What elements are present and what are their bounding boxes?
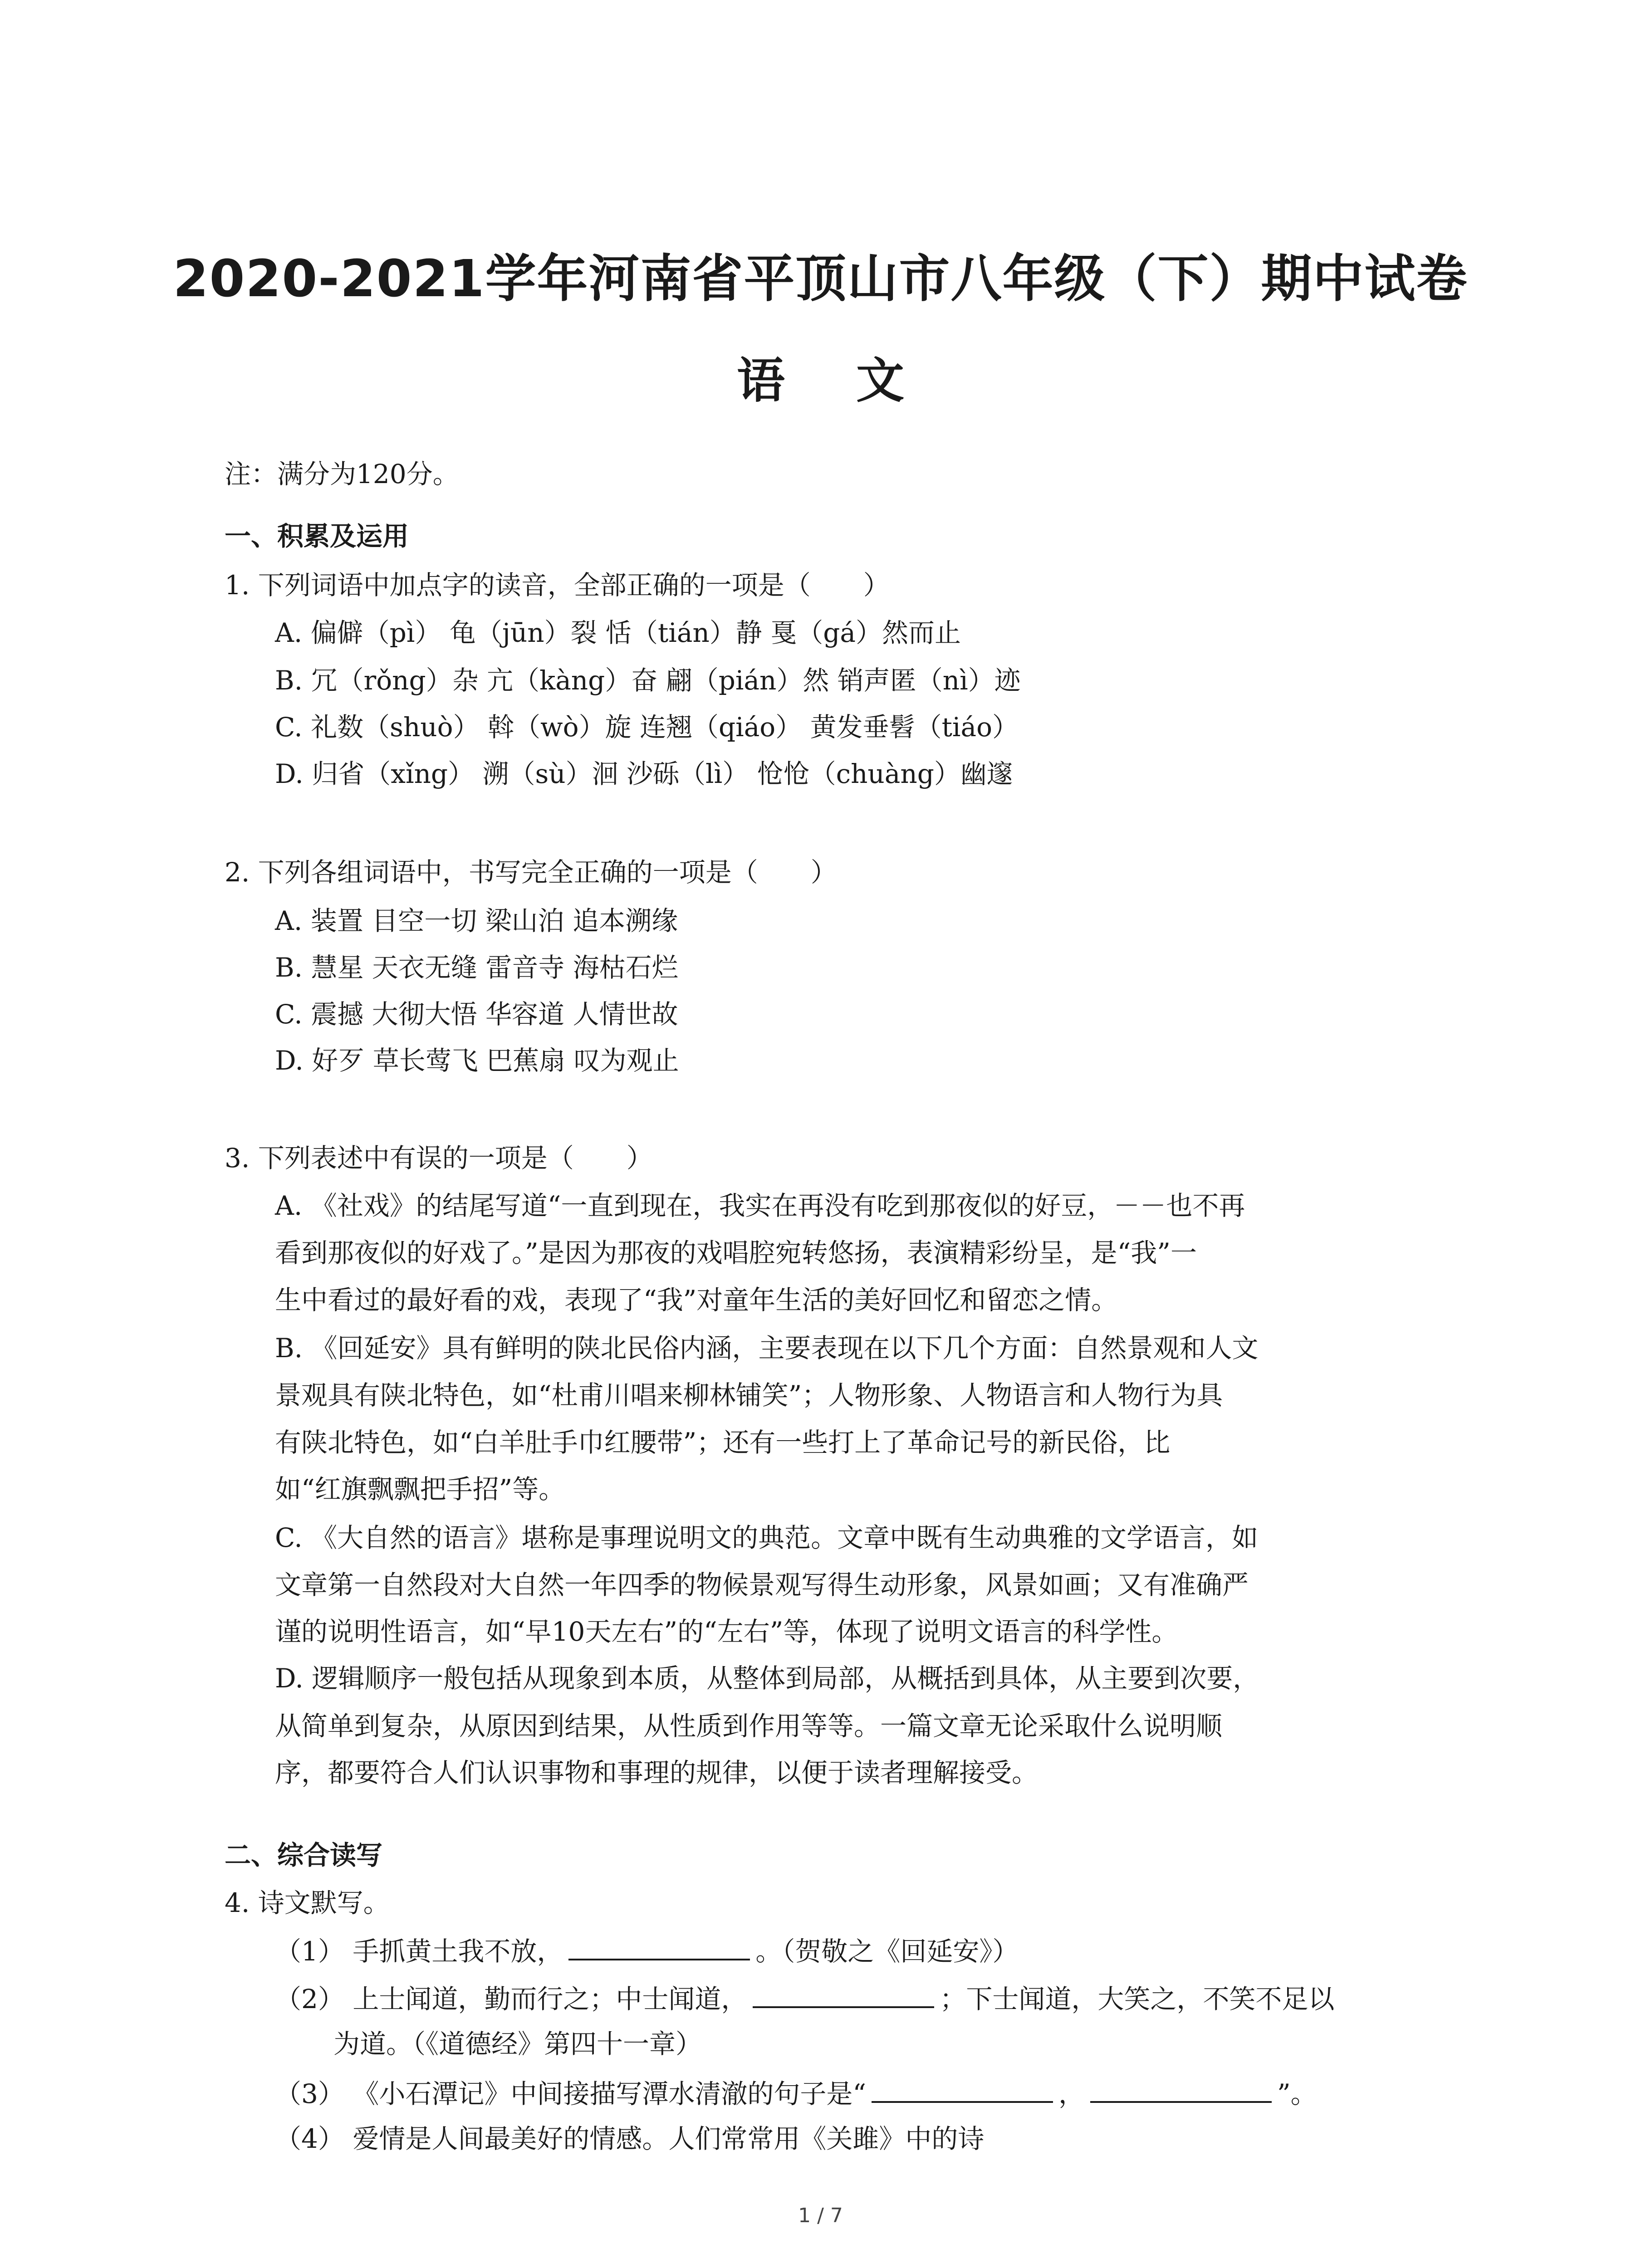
section-title: 一、积累及运用 bbox=[225, 521, 409, 552]
option-d-line: D. 逻辑顺序一般包括从现象到本质，从整体到局部，从概括到具体，从主要到次要， bbox=[275, 1663, 1259, 1694]
option-b-line: 如“红旗飘飘把手招”等。 bbox=[275, 1474, 565, 1505]
question-stem: 2. 下列各组词语中，书写完全正确的一项是（ ） bbox=[225, 857, 837, 888]
question-stem: 1. 下列词语中加点字的读音，全部正确的一项是（ ） bbox=[225, 570, 890, 601]
option-b: B. 慧星 天衣无缝 雷音寺 海枯石烂 bbox=[275, 952, 678, 983]
option-b-line: B. 《回延安》具有鲜明的陕北民俗内涵，主要表现在以下几个方面：自然景观和人文 bbox=[275, 1333, 1259, 1364]
recitation-item-4: （4） 爱情是人间最美好的情感。人们常常用《关雎》中的诗 bbox=[275, 2123, 985, 2154]
option-b-line: 有陕北特色，如“白羊肚手巾红腰带”；还有一些打上了革命记号的新民俗，比 bbox=[275, 1427, 1171, 1458]
question-stem: 3. 下列表述中有误的一项是（ ） bbox=[225, 1143, 653, 1173]
recitation-item-3 bbox=[275, 2074, 1317, 2112]
recitation-text: （2） 上士闻道，勤而行之；中士闻道， bbox=[275, 1984, 748, 2014]
answer-blank[interactable] bbox=[1090, 2074, 1272, 2103]
option-b-line: 景观具有陕北特色，如“杜甫川唱来柳林铺笑”；人物形象、人物语言和人物行为具 bbox=[275, 1380, 1223, 1411]
option-d-line: 序，都要符合人们认识事物和事理的规律，以便于读者理解接受。 bbox=[275, 1757, 1038, 1788]
recitation-text: （1） 手抓黄土我不放， bbox=[275, 1936, 563, 1967]
question-stem: 4. 诗文默写。 bbox=[225, 1887, 390, 1918]
option-b: B. 冗（rǒng）杂 亢（kàng）奋 翩（pián）然 销声匿（nì）迹 bbox=[275, 665, 1021, 696]
option-c-line: C. 《大自然的语言》堪称是事理说明文的典范。文章中既有生动典雅的文学语言，如 bbox=[275, 1522, 1259, 1553]
option-a-line: 看到那夜似的好戏了。”是因为那夜的戏唱腔宛转悠扬，表演精彩纷呈，是“我”一 bbox=[275, 1237, 1197, 1268]
option-a: A. 偏僻（pì） 龟（jūn）裂 恬（tián）静 戛（gá）然而止 bbox=[275, 617, 961, 648]
option-a-line: 生中看过的最好看的戏，表现了“我”对童年生活的美好回忆和留恋之情。 bbox=[275, 1285, 1118, 1315]
option-c: C. 礼数（shuò） 斡（wò）旋 连翘（qiáo） 黄发垂髫（tiáo） bbox=[275, 712, 1019, 743]
page-number: 1 / 7 bbox=[798, 2204, 843, 2227]
answer-blank[interactable] bbox=[753, 1979, 934, 2008]
recitation-text: ， bbox=[1058, 2078, 1085, 2109]
option-a: A. 装置 目空一切 梁山泊 追本溯缘 bbox=[275, 905, 678, 936]
option-d: D. 好歹 草长莺飞 巴蕉扇 叹为观止 bbox=[275, 1045, 679, 1076]
option-c: C. 震撼 大彻大悟 华容道 人情世故 bbox=[275, 999, 678, 1030]
recitation-text: ”。 bbox=[1277, 2078, 1317, 2109]
score-note: 注：满分为120分。 bbox=[225, 459, 459, 489]
option-d: D. 归省（xǐng） 溯（sù）洄 沙砾（lì） 怆怆（chuàng）幽邃 bbox=[275, 758, 1013, 789]
option-c-line: 文章第一自然段对大自然一年四季的物候景观写得生动形象，风景如画；又有准确严 bbox=[275, 1569, 1249, 1600]
recitation-item-2 bbox=[275, 1979, 1334, 2017]
answer-blank[interactable] bbox=[872, 2074, 1053, 2103]
recitation-item-1 bbox=[275, 1931, 1019, 1970]
option-c-line: 谨的说明性语言，如“早10天左右”的“左右”等，体现了说明文语言的科学性。 bbox=[275, 1616, 1178, 1647]
answer-blank[interactable] bbox=[568, 1931, 750, 1960]
recitation-text: 。（贺敬之《回延安》） bbox=[755, 1936, 1019, 1967]
section-title: 二、综合读写 bbox=[225, 1840, 383, 1871]
option-d-line: 从简单到复杂，从原因到结果，从性质到作用等等。一篇文章无论采取什么说明顺 bbox=[275, 1711, 1223, 1741]
option-a-line: A. 《社戏》的结尾写道“一直到现在，我实在再没有吃到那夜似的好豆，－－也不再 bbox=[275, 1190, 1245, 1221]
recitation-text: ；下士闻道，大笑之，不笑不足以 bbox=[940, 1984, 1335, 2014]
recitation-text: （3） 《小石潭记》中间接描写潭水清澈的句子是“ bbox=[275, 2078, 866, 2109]
exam-title: 2020-2021学年河南省平顶山市八年级（下）期中试卷 bbox=[173, 249, 1468, 308]
exam-subject: 语 文 bbox=[737, 353, 931, 409]
recitation-item-2-cont: 为道。（《道德经》第四十一章） bbox=[333, 2028, 702, 2059]
